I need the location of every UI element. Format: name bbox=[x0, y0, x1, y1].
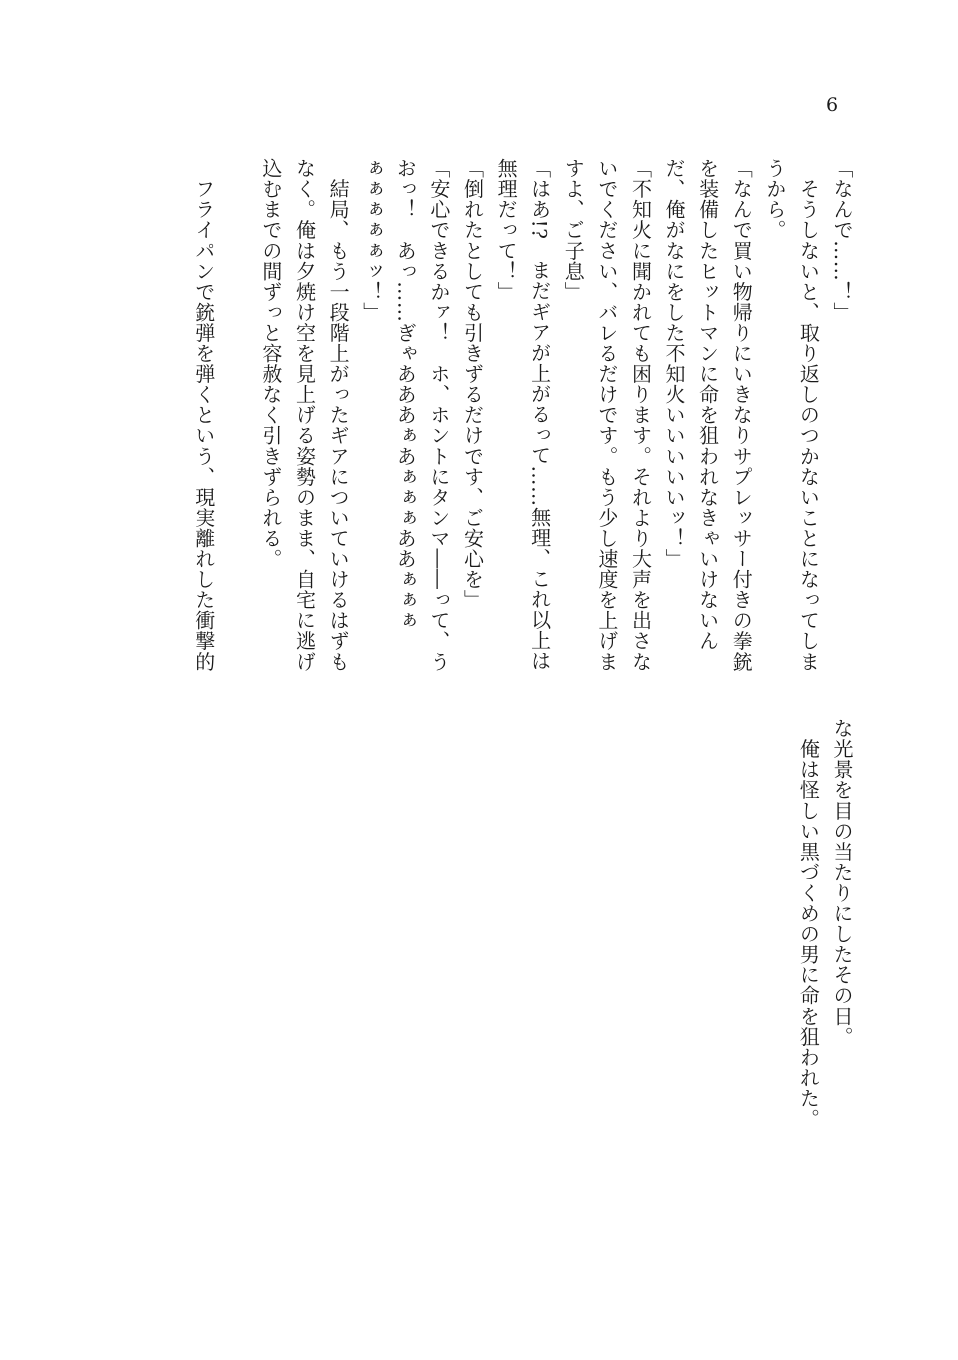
text-line: そうしないと、取り返しのつかないことになってしま bbox=[796, 158, 821, 672]
text-line bbox=[220, 158, 254, 698]
text-line: 俺は怪しい黒づくめの男に命を狙われた。 bbox=[796, 718, 821, 1129]
text-line: を装備したヒットマンに命を狙われなきゃいけないん bbox=[695, 158, 720, 652]
text-line: な光景を目の当たりにしたその日。 bbox=[830, 718, 854, 1047]
text-line: 「はあ!? まだギアが上がるって……無理、これ以上は bbox=[527, 158, 552, 672]
upper-text-block bbox=[186, 158, 858, 698]
text-line: 無理だって！」 bbox=[494, 158, 519, 302]
text-line: フライパンで銃弾を弾くという、現実離れした衝撃的 bbox=[191, 158, 216, 672]
text-line: 「安心できるかァ！ ホ、ホントにタンマ――って、う bbox=[426, 158, 451, 672]
page-number: 6 bbox=[826, 94, 839, 116]
text-line: おっ！ あっ……ぎゃあああぁあぁぁぁああぁぁぁ bbox=[393, 158, 418, 631]
lower-text-block bbox=[791, 718, 858, 1238]
text-line: 「なんで買い物帰りにいきなりサプレッサー付きの拳銃 bbox=[729, 158, 754, 672]
text-line: うから。 bbox=[762, 158, 787, 241]
text-line: すよ、ご子息」 bbox=[561, 158, 586, 302]
text-line: 込むまでの間ずっと容赦なく引きずられる。 bbox=[258, 158, 283, 569]
text-line: だ、俺がなにをした不知火いいいいいッ！」 bbox=[662, 158, 687, 569]
text-line: 結局、もう一段階上がったギアについていけるはずも bbox=[326, 158, 351, 672]
text-line: いでください、バレるだけです。もう少し速度を上げま bbox=[594, 158, 619, 672]
text-line: ぁぁぁぁぁッ！」 bbox=[359, 158, 384, 323]
text-line: 「不知火に聞かれても困ります。それより大声を出さな bbox=[628, 158, 653, 672]
text-line: 「なんで……！」 bbox=[830, 158, 854, 323]
text-line: なく。俺は夕焼け空を見上げる姿勢のまま、自宅に逃げ bbox=[292, 158, 317, 672]
text-line: 「倒れたとしても引きずるだけです、ご安心を」 bbox=[460, 158, 485, 611]
